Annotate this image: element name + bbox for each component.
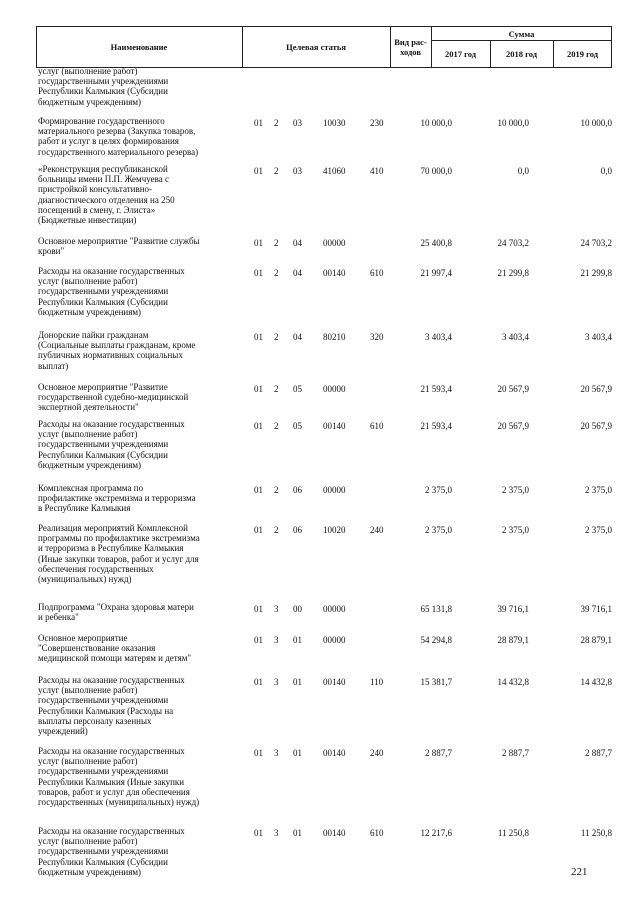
row-code-2: 2 (274, 268, 279, 278)
row-code-2: 3 (274, 604, 279, 614)
row-code-4: 00000 (323, 485, 346, 495)
header-year-2017: 2017 год (444, 48, 477, 59)
row-value-2018: 28 879,1 (497, 635, 529, 645)
row-vid: 610 (370, 421, 384, 431)
row-code-3: 05 (293, 421, 302, 431)
row-code-4: 10030 (323, 118, 346, 128)
row-vid: 230 (370, 118, 384, 128)
row-code-3: 01 (293, 677, 302, 687)
row-value-2018: 2 375,0 (502, 485, 529, 495)
row-value-2018: 11 250,8 (497, 828, 529, 838)
row-vid: 610 (370, 268, 384, 278)
row-code-2: 2 (274, 118, 279, 128)
header-code: Целевая статья (286, 42, 346, 52)
header-name: Наименование (110, 42, 168, 52)
row-code-3: 01 (293, 748, 302, 758)
header-divider (553, 40, 554, 67)
row-value-2019: 2 375,0 (585, 525, 612, 535)
header-divider (431, 27, 432, 67)
row-value-2017: 2 375,0 (425, 485, 452, 495)
row-value-2018: 2 887,7 (502, 748, 529, 758)
row-value-2017: 3 403,4 (425, 332, 452, 342)
row-value-2019: 3 403,4 (585, 332, 612, 342)
row-code-4: 80210 (323, 332, 346, 342)
row-code-1: 01 (254, 604, 263, 614)
row-code-3: 03 (293, 118, 302, 128)
header-divider (242, 27, 243, 67)
header-divider (431, 40, 612, 41)
page-number: 221 (571, 866, 588, 878)
row-vid: 240 (370, 748, 384, 758)
row-code-2: 2 (274, 421, 279, 431)
row-code-4: 00000 (323, 384, 346, 394)
row-code-1: 01 (254, 268, 263, 278)
row-code-2: 3 (274, 748, 279, 758)
row-value-2019: 2 375,0 (585, 485, 612, 495)
row-name: Расходы на оказание государственных услуг (выполнение работ) государственными учреждениями Республики Калмыкия (Расходы на выплаты персоналу казенных учреждений) (38, 675, 185, 737)
row-value-2017: 12 217,6 (420, 828, 452, 838)
row-value-2017: 65 131,8 (420, 604, 452, 614)
row-code-1: 01 (254, 166, 263, 176)
row-value-2018: 2 375,0 (502, 525, 529, 535)
row-value-2017: 21 593,4 (420, 384, 452, 394)
row-value-2019: 21 299,8 (580, 268, 612, 278)
row-name: Основное мероприятие "Развитие службы крови" (38, 236, 200, 257)
row-value-2017: 21 593,4 (420, 421, 452, 431)
row-value-2019: 14 432,8 (580, 677, 612, 687)
row-code-4: 41060 (323, 166, 346, 176)
header-divider (611, 27, 612, 67)
row-name: Основное мероприятие "Совершенствование оказания медицинской помощи матерям и детям" (38, 633, 192, 664)
row-value-2017: 70 000,0 (420, 166, 452, 176)
row-value-2019: 39 716,1 (580, 604, 612, 614)
row-value-2018: 21 299,8 (497, 268, 529, 278)
row-code-2: 2 (274, 384, 279, 394)
row-code-3: 00 (293, 604, 302, 614)
row-value-2017: 2 887,7 (425, 748, 452, 758)
row-code-4: 00000 (323, 635, 346, 645)
row-code-1: 01 (254, 118, 263, 128)
row-value-2018: 24 703,2 (497, 238, 529, 248)
row-code-3: 05 (293, 384, 302, 394)
row-code-2: 3 (274, 828, 279, 838)
row-vid: 240 (370, 525, 384, 535)
row-value-2019: 24 703,2 (580, 238, 612, 248)
row-name: Расходы на оказание государственных услуг (выполнение работ) государственными учреждениями Республики Калмыкия (Субсидии бюджетным учреждениям) (38, 826, 185, 877)
row-code-2: 2 (274, 525, 279, 535)
row-name: Расходы на оказание государственных услуг (выполнение работ) государственными учреждениями Республики Калмыкия (Иные закупки товаров, работ и услуг для обеспечения государственных (муниципальных) нужд) (38, 746, 200, 808)
row-value-2019: 20 567,9 (580, 384, 612, 394)
row-code-1: 01 (254, 485, 263, 495)
row-value-2019: 11 250,8 (580, 828, 612, 838)
row-name: Формирование государственного материального резерва (Закупка товаров, работ и услуг в целях формирования государственного материального резерва) (38, 116, 199, 157)
row-code-1: 01 (254, 677, 263, 687)
row-code-4: 00140 (323, 677, 346, 687)
row-vid: 110 (370, 677, 384, 687)
header-year-2019: 2019 год (566, 48, 599, 59)
row-value-2018: 20 567,9 (497, 384, 529, 394)
row-code-3: 06 (293, 485, 302, 495)
row-value-2019: 2 887,7 (585, 748, 612, 758)
header-sum: Сумма (508, 28, 535, 39)
row-code-1: 01 (254, 238, 263, 248)
row-name: услуг (выполнение работ) государственными учреждениями Республики Калмыкия (Субсидии бюджетным учреждениям) (38, 66, 169, 107)
row-code-2: 2 (274, 166, 279, 176)
row-code-4: 00140 (323, 421, 346, 431)
row-value-2017: 15 381,7 (420, 677, 452, 687)
row-name: «Реконструкция республиканской больницы имени П.П. Жемчуева с пристройкой консультативно- диагностического отделения на 250 посещений в смену, г. Элиста» (Бюджетные инвестиции) (38, 164, 175, 226)
row-code-1: 01 (254, 525, 263, 535)
row-value-2017: 54 294,8 (420, 635, 452, 645)
row-name: Подпрограмма "Охрана здоровья матери и ребенка" (38, 602, 194, 623)
row-code-3: 01 (293, 828, 302, 838)
row-value-2019: 10 000,0 (580, 118, 612, 128)
row-value-2019: 0,0 (600, 166, 612, 176)
row-value-2019: 28 879,1 (580, 635, 612, 645)
row-vid: 320 (370, 332, 384, 342)
row-code-2: 2 (274, 238, 279, 248)
row-name: Расходы на оказание государственных услуг (выполнение работ) государственными учреждениями Республики Калмыкия (Субсидии бюджетным учреждениям) (38, 266, 185, 317)
row-code-3: 04 (293, 332, 302, 342)
row-name: Реализация мероприятий Комплексной программы по профилактике экстремизма и терроризма в Республике Калмыкия (Иные закупки товаров, работ и услуг для обеспечения государственных (муниципальных) нужд) (38, 523, 200, 585)
row-code-4: 00140 (323, 268, 346, 278)
row-value-2017: 21 997,4 (420, 268, 452, 278)
row-code-4: 10020 (323, 525, 346, 535)
row-vid: 410 (370, 166, 384, 176)
row-name: Основное мероприятие "Развитие государственной судебно-медицинской экспертной деятельности" (38, 382, 189, 413)
row-code-1: 01 (254, 421, 263, 431)
row-value-2017: 25 400,8 (420, 238, 452, 248)
row-code-2: 3 (274, 635, 279, 645)
row-code-2: 2 (274, 332, 279, 342)
row-value-2018: 10 000,0 (497, 118, 529, 128)
row-code-3: 06 (293, 525, 302, 535)
row-code-3: 04 (293, 268, 302, 278)
row-code-4: 00000 (323, 238, 346, 248)
row-code-1: 01 (254, 748, 263, 758)
row-value-2018: 20 567,9 (497, 421, 529, 431)
row-code-4: 00140 (323, 748, 346, 758)
row-value-2018: 39 716,1 (497, 604, 529, 614)
header-divider (390, 27, 391, 67)
table-header (36, 26, 612, 68)
row-name: Расходы на оказание государственных услуг (выполнение работ) государственными учреждениями Республики Калмыкия (Субсидии бюджетным учреждениям) (38, 419, 185, 470)
row-value-2018: 0,0 (517, 166, 529, 176)
row-value-2017: 2 375,0 (425, 525, 452, 535)
row-code-2: 2 (274, 485, 279, 495)
row-code-3: 01 (293, 635, 302, 645)
row-name: Донорские пайки гражданам (Социальные выплаты гражданам, кроме публичных нормативных социальных выплат) (38, 330, 196, 371)
row-code-3: 03 (293, 166, 302, 176)
row-code-2: 3 (274, 677, 279, 687)
header-vid: Вид рас-ходов (394, 37, 427, 57)
row-value-2018: 3 403,4 (502, 332, 529, 342)
row-name: Комплексная программа по профилактике экстремизма и терроризма в Республике Калмыкия (38, 483, 196, 514)
row-value-2018: 14 432,8 (497, 677, 529, 687)
row-value-2017: 10 000,0 (420, 118, 452, 128)
row-code-1: 01 (254, 828, 263, 838)
row-code-3: 04 (293, 238, 302, 248)
row-code-1: 01 (254, 332, 263, 342)
row-code-1: 01 (254, 635, 263, 645)
header-year-2018: 2018 год (505, 48, 538, 59)
header-divider (36, 27, 37, 67)
row-value-2019: 20 567,9 (580, 421, 612, 431)
row-code-4: 00140 (323, 828, 346, 838)
row-code-1: 01 (254, 384, 263, 394)
row-vid: 610 (370, 828, 384, 838)
header-divider (490, 40, 491, 67)
row-code-4: 00000 (323, 604, 346, 614)
